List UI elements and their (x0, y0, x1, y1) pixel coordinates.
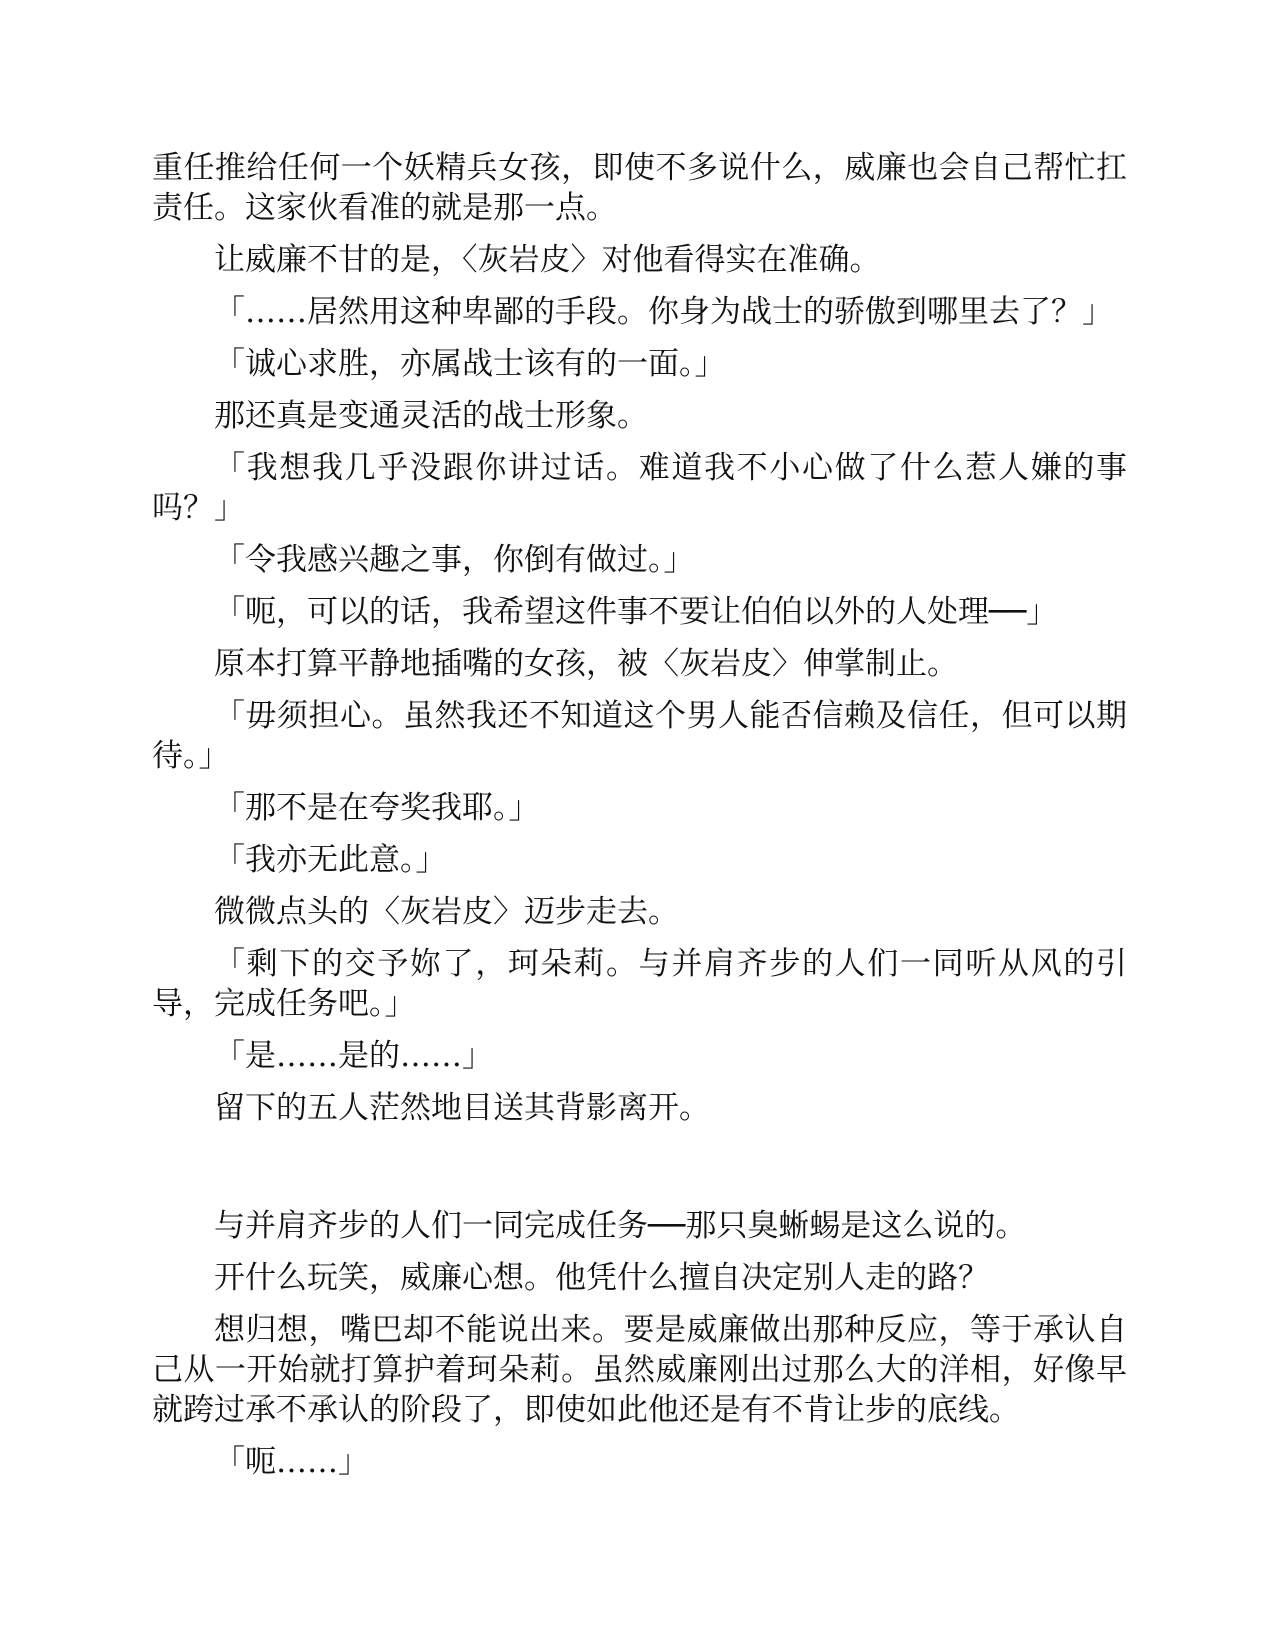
dialogue-line: 「诚心求胜，亦属战士该有的一面。」 (214, 346, 726, 382)
paragraph: 开什么玩笑，威廉心想。他凭什么擅自决定别人走的路？ (214, 1260, 989, 1296)
paragraph: 原本打算平静地插嘴的女孩，被〈灰岩皮〉伸掌制止。 (214, 646, 958, 682)
dialogue-line: 「……居然用这种卑鄙的手段。你身为战士的骄傲到哪里去了？」 (214, 294, 1113, 330)
dialogue-line: 「令我感兴趣之事，你倒有做过。」 (214, 542, 695, 578)
dialogue-line: 「毋须担心。虽然我还不知道这个男人能否信赖及信任，但可以期待。」 (152, 698, 1127, 774)
paragraph: 想归想，嘴巴却不能说出来。要是威廉做出那种反应，等于承认自己从一开始就打算护着珂朵莉。虽然威廉刚出过那么大的洋相，好像早就跨过承不承认的阶段了，即使如此他还是有不肯让步的底线。 (152, 1312, 1127, 1428)
dialogue-line: 「我亦无此意。」 (214, 842, 447, 878)
dialogue-line: 「呃……」 (214, 1444, 369, 1480)
dialogue-line: 「我想我几乎没跟你讲过话。难道我不小心做了什么惹人嫌的事吗？」 (152, 450, 1127, 526)
dialogue-line: 「是……是的……」 (214, 1038, 493, 1074)
paragraph: 微微点头的〈灰岩皮〉迈步走去。 (214, 894, 679, 930)
paragraph: 让威廉不甘的是，〈灰岩皮〉对他看得实在准确。 (214, 242, 881, 278)
paragraph: 重任推给任何一个妖精兵女孩，即使不多说什么，威廉也会自己帮忙扛责任。这家伙看准的就是那一点。 (152, 150, 1127, 226)
novel-text-body (152, 148, 1127, 1494)
paragraph: 那还真是变通灵活的战士形象。 (214, 398, 648, 434)
paragraph: 与并肩齐步的人们一同完成任务──那只臭蜥蜴是这么说的。 (214, 1208, 1027, 1244)
paragraph: 留下的五人茫然地目送其背影离开。 (214, 1090, 710, 1126)
dialogue-line: 「剩下的交予妳了，珂朵莉。与并肩齐步的人们一同听从风的引导，完成任务吧。」 (152, 946, 1127, 1022)
scene-break (152, 1140, 1127, 1206)
dialogue-line: 「那不是在夸奖我耶。」 (214, 790, 540, 826)
dialogue-line: 「呃，可以的话，我希望这件事不要让伯伯以外的人处理──」 (214, 594, 1058, 630)
